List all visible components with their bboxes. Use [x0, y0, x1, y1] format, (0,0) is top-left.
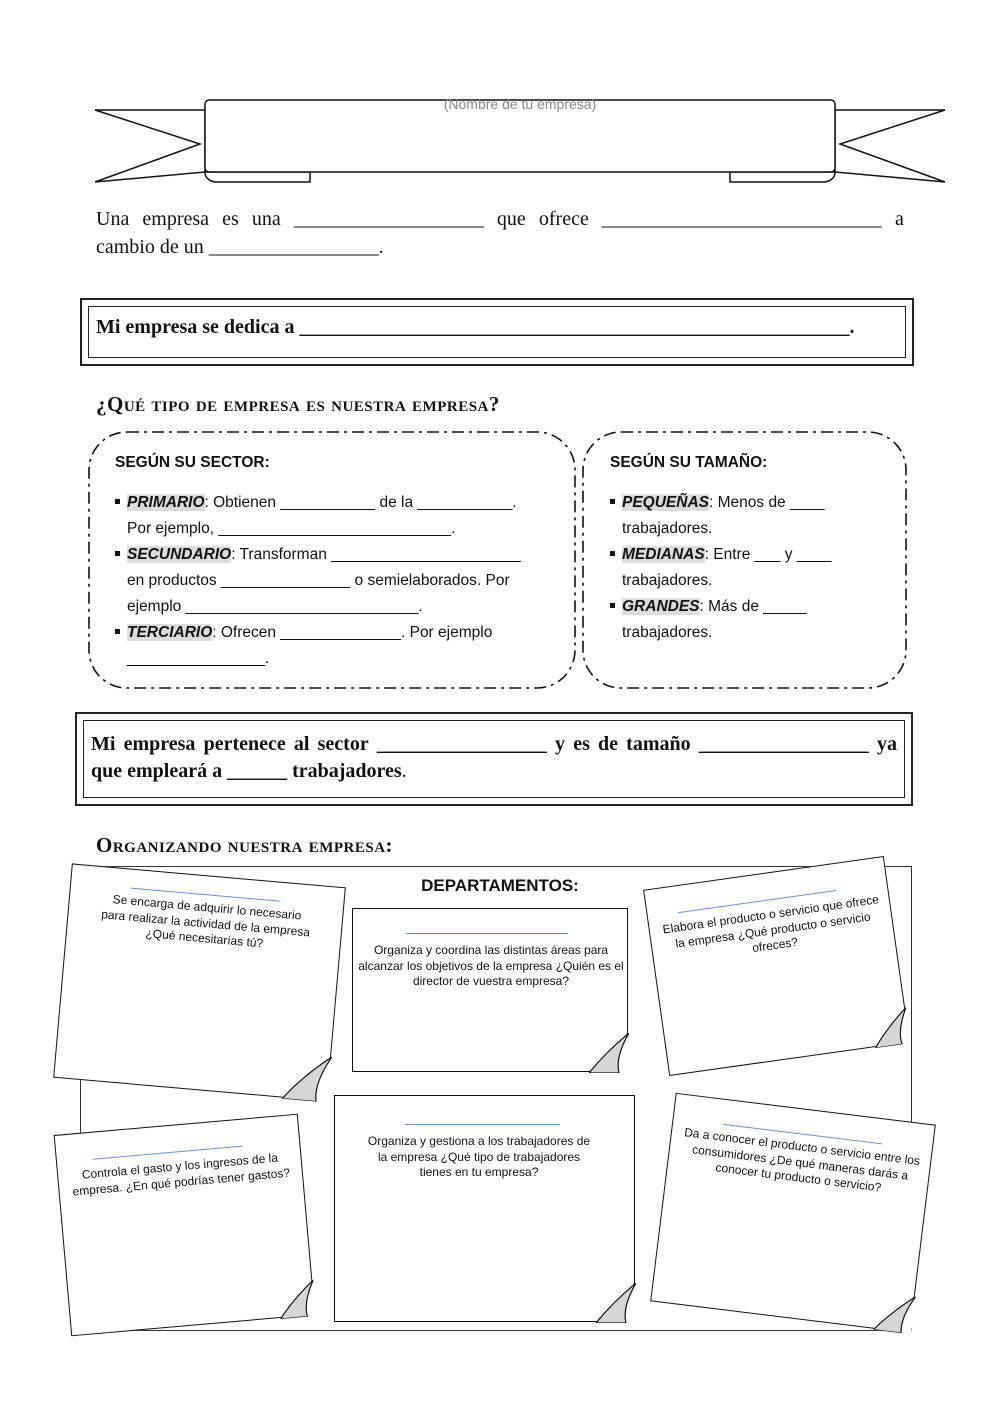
list-item	[115, 620, 560, 672]
word: ya	[876, 733, 897, 755]
term-primario: PRIMARIO	[127, 494, 205, 511]
blank-field[interactable]: _________________	[698, 733, 869, 755]
term-pequenas: PEQUEÑAS	[622, 494, 709, 511]
pertenece-line-2: que empleará a ______ trabajadores	[91, 760, 402, 782]
list-item	[610, 594, 890, 646]
note-text: Elabora el producto o servicio que ofrece la empresa ¿Qué producto o servicio ofreces?	[661, 892, 880, 956]
note-produccion[interactable]	[643, 856, 910, 1076]
term-secundario: SECUNDARIO	[127, 546, 232, 563]
definition-line-2: cambio de un _________________.	[96, 236, 384, 258]
word: sector	[317, 733, 369, 755]
departments-title: DEPARTAMENTOS:	[421, 876, 579, 895]
size-title: SEGÚN SU TAMAÑO:	[610, 450, 890, 476]
item-text: en productos _______________ o semielaborados. Por	[127, 572, 510, 589]
page-curl-icon	[277, 1280, 316, 1319]
item-text: : Más de _____	[699, 598, 807, 615]
word: es	[222, 208, 239, 230]
pertenece-sentence	[91, 731, 897, 785]
question-heading: ¿Qué tipo de empresa es nuestra empresa?	[96, 392, 500, 416]
note-compras[interactable]	[53, 863, 346, 1101]
blank-field[interactable]: ___________________	[293, 208, 484, 230]
note-rrhh[interactable]	[334, 1095, 635, 1322]
note-text: Controla el gasto y los ingresos de la empresa. ¿En qué podrías tener gastos?	[71, 1150, 291, 1199]
item-text: ejemplo ___________________________.	[127, 598, 423, 615]
item-text: : Menos de ____	[709, 494, 825, 511]
word: Una	[96, 208, 130, 230]
item-text: : Transforman ______________________	[231, 546, 521, 563]
page-curl-icon	[589, 1033, 629, 1073]
size-box	[610, 450, 890, 646]
organize-heading: Organizando nuestra empresa:	[96, 833, 394, 857]
list-item	[115, 490, 560, 542]
item-text: : Entre ___ y ____	[704, 546, 832, 563]
page-curl-icon	[282, 1053, 332, 1103]
word: pertenece	[203, 733, 286, 755]
answer-line[interactable]	[405, 1124, 560, 1125]
word: que	[496, 208, 526, 230]
blank-field[interactable]: _________________	[376, 733, 547, 755]
word: empresa	[142, 208, 210, 230]
item-text: Por ejemplo, ___________________________.	[127, 520, 456, 537]
term-terciario: TERCIARIO	[127, 624, 213, 641]
word: empresa	[123, 733, 196, 755]
note-text: Organiza y gestiona a los trabajadores de la empresa ¿Qué tipo de trabajadores tienes en tu empresa?	[367, 1134, 591, 1179]
list-item	[115, 542, 560, 620]
pertenece-frame	[75, 712, 913, 806]
note-marketing[interactable]	[650, 1093, 936, 1333]
term-grandes: GRANDES	[622, 598, 700, 615]
word: es	[573, 733, 590, 755]
item-text: trabajadores.	[622, 572, 713, 589]
dedica-sentence: Mi empresa se dedica a _______________________________________________________.	[96, 316, 855, 338]
company-name-placeholder[interactable]: (Nombre de tu empresa)	[443, 96, 597, 112]
word: a	[895, 208, 904, 230]
word: al	[293, 733, 310, 755]
item-text: : Ofrecen ______________. Por ejemplo	[212, 624, 493, 641]
note-text: Organiza y coordina las distintas áreas para alcanzar los objetivos de la empresa ¿Quién es el director de vuestra empresa?	[358, 943, 624, 988]
page-curl-icon	[873, 1292, 915, 1334]
item-text: trabajadores.	[622, 520, 713, 537]
item-text: ________________.	[127, 650, 270, 667]
list-item	[610, 542, 890, 594]
item-text: : Obtienen ___________ de la ___________.	[204, 494, 517, 511]
word: tamaño	[626, 733, 691, 755]
word: de	[598, 733, 619, 755]
note-finanzas[interactable]	[54, 1114, 316, 1337]
note-direccion[interactable]	[352, 908, 628, 1072]
answer-line[interactable]	[406, 933, 568, 934]
sector-title: SEGÚN SU SECTOR:	[115, 450, 560, 476]
word: Mi	[91, 733, 116, 755]
period: .	[401, 760, 407, 782]
term-medianas: MEDIANAS	[622, 546, 705, 563]
word: una	[251, 208, 281, 230]
page-curl-icon	[596, 1283, 636, 1323]
word: ofrece	[538, 208, 589, 230]
blank-field[interactable]: ____________________________	[601, 208, 882, 230]
word: y	[555, 733, 566, 755]
sector-box	[115, 450, 560, 672]
note-text: Se encarga de adquirir lo necesario para realizar la actividad de la empresa ¿Qué necesitarías tú?	[100, 892, 311, 951]
item-text: trabajadores.	[622, 624, 713, 641]
note-text: Da a conocer el producto o servicio entre los consumidores ¿De qué maneras darás a conocer tu producto o servicio?	[683, 1125, 921, 1195]
list-item	[610, 490, 890, 542]
page-curl-icon	[870, 1007, 911, 1048]
